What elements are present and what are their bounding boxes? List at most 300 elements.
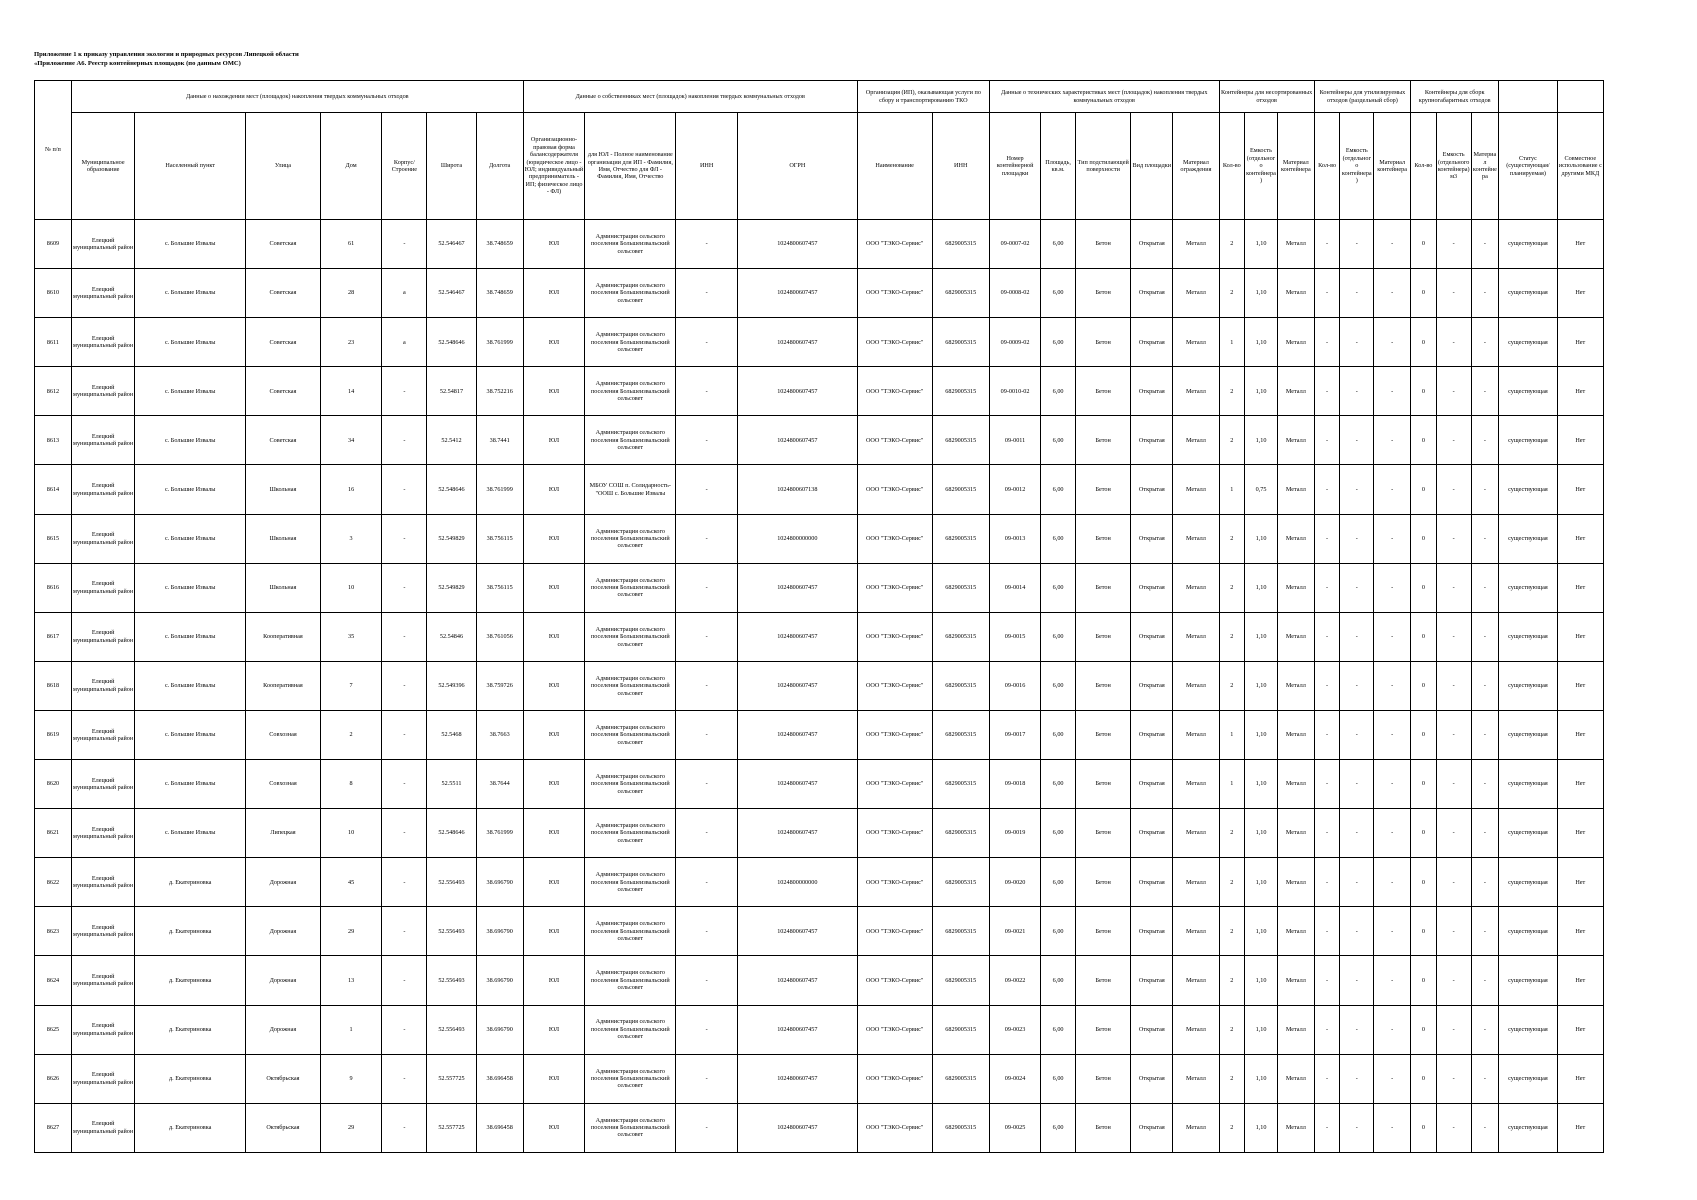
cell-korp: - [382, 220, 427, 269]
cell-site: 09-0007-02 [989, 220, 1040, 269]
cell-rc: - [1314, 1054, 1340, 1103]
cell-rv: - [1340, 220, 1374, 269]
cell-n: 8613 [35, 416, 72, 465]
cell-house: 61 [320, 220, 381, 269]
cell-op: ООО "ТЭКО-Сервис" [857, 269, 932, 318]
cell-n: 8624 [35, 956, 72, 1005]
cell-status: существующая [1499, 1054, 1557, 1103]
cell-area: 6,00 [1041, 465, 1076, 514]
cell-rv: - [1340, 956, 1374, 1005]
cell-bm: - [1471, 269, 1499, 318]
table-row [35, 465, 1604, 514]
cell-np: д. Екатериновка [135, 956, 246, 1005]
cell-fence: Металл [1173, 416, 1219, 465]
cell-op: ООО "ТЭКО-Сервис" [857, 661, 932, 710]
cell-mun: Елецкий муниципальный район [71, 514, 135, 563]
cell-street: Советская [246, 318, 321, 367]
cell-korp: - [382, 760, 427, 809]
cell-owner: Администрация сельского поселения Большеизвальский сельсовет [585, 220, 676, 269]
cell-type: Открытая [1131, 956, 1173, 1005]
cell-bc: 0 [1411, 907, 1437, 956]
cell-op: ООО "ТЭКО-Сервис" [857, 318, 932, 367]
cell-form: ЮЛ [523, 661, 584, 710]
cell-bc: 0 [1411, 563, 1437, 612]
cell-shared: Нет [1557, 367, 1603, 416]
cell-inn: - [676, 661, 737, 710]
cell-owner: Администрация сельского поселения Большеизвальский сельсовет [585, 612, 676, 661]
cell-op: ООО "ТЭКО-Сервис" [857, 760, 932, 809]
cell-site: 09-0011 [989, 416, 1040, 465]
cell-bv: - [1436, 416, 1471, 465]
cell-status: существующая [1499, 1005, 1557, 1054]
group-bulky-containers: Контейнеры для сборк крупногабаритных отходов [1411, 81, 1499, 113]
table-row [35, 1005, 1604, 1054]
cell-fence: Металл [1173, 661, 1219, 710]
header-fence-material: Материал ограждения [1173, 113, 1219, 220]
cell-site: 09-0021 [989, 907, 1040, 956]
cell-opinn: 6829005315 [932, 956, 989, 1005]
cell-bv: - [1436, 514, 1471, 563]
cell-mun: Елецкий муниципальный район [71, 612, 135, 661]
cell-rc: - [1314, 760, 1340, 809]
cell-lat: 52.548646 [427, 318, 476, 367]
cell-rm: - [1374, 1005, 1411, 1054]
cell-house: 8 [320, 760, 381, 809]
cell-rv: - [1340, 907, 1374, 956]
cell-bv: - [1436, 858, 1471, 907]
cell-opinn: 6829005315 [932, 1103, 989, 1152]
cell-bv: - [1436, 269, 1471, 318]
cell-area: 6,00 [1041, 318, 1076, 367]
cell-bc: 0 [1411, 858, 1437, 907]
cell-mun: Елецкий муниципальный район [71, 710, 135, 759]
cell-type: Открытая [1131, 465, 1173, 514]
cell-street: Советская [246, 220, 321, 269]
cell-sm: Металл [1277, 1005, 1314, 1054]
cell-fence: Металл [1173, 220, 1219, 269]
cell-sv: 0,75 [1245, 465, 1278, 514]
cell-form: ЮЛ [523, 710, 584, 759]
cell-korp: - [382, 416, 427, 465]
table-row [35, 514, 1604, 563]
cell-np: с. Большие Извалы [135, 318, 246, 367]
cell-rm: - [1374, 612, 1411, 661]
cell-korp: - [382, 1103, 427, 1152]
cell-sm: Металл [1277, 809, 1314, 858]
header-recycle-count: Кол-во [1314, 113, 1340, 220]
cell-type: Открытая [1131, 809, 1173, 858]
table-row [35, 710, 1604, 759]
cell-ogrn: 1024800607457 [737, 367, 857, 416]
cell-owner: Администрация сельского поселения Большеизвальский сельсовет [585, 907, 676, 956]
cell-bc: 0 [1411, 465, 1437, 514]
cell-rc: - [1314, 612, 1340, 661]
cell-type: Открытая [1131, 858, 1173, 907]
cell-bm: - [1471, 367, 1499, 416]
cell-area: 6,00 [1041, 760, 1076, 809]
cell-bc: 0 [1411, 1005, 1437, 1054]
cell-site: 09-0022 [989, 956, 1040, 1005]
cell-house: 10 [320, 563, 381, 612]
cell-type: Открытая [1131, 318, 1173, 367]
cell-fence: Металл [1173, 563, 1219, 612]
cell-form: ЮЛ [523, 1103, 584, 1152]
cell-rv: - [1340, 514, 1374, 563]
cell-rm: - [1374, 710, 1411, 759]
table-row [35, 661, 1604, 710]
cell-type: Открытая [1131, 1005, 1173, 1054]
cell-surf: Бетон [1076, 710, 1131, 759]
cell-site: 09-0016 [989, 661, 1040, 710]
cell-rv: - [1340, 710, 1374, 759]
container-sites-register-table [34, 80, 1604, 1153]
cell-site: 09-0020 [989, 858, 1040, 907]
cell-rc: - [1314, 858, 1340, 907]
cell-site: 09-0025 [989, 1103, 1040, 1152]
cell-korp: - [382, 514, 427, 563]
cell-owner: Администрация сельского поселения Большеизвальский сельсовет [585, 514, 676, 563]
cell-rm: - [1374, 956, 1411, 1005]
cell-street: Октябрьская [246, 1103, 321, 1152]
cell-shared: Нет [1557, 1103, 1603, 1152]
cell-status: существующая [1499, 367, 1557, 416]
cell-form: ЮЛ [523, 220, 584, 269]
cell-surf: Бетон [1076, 1005, 1131, 1054]
cell-street: Советская [246, 416, 321, 465]
header-unsorted-count: Кол-во [1219, 113, 1245, 220]
cell-form: ЮЛ [523, 612, 584, 661]
cell-surf: Бетон [1076, 760, 1131, 809]
cell-ogrn: 1024800607457 [737, 1005, 857, 1054]
cell-surf: Бетон [1076, 465, 1131, 514]
cell-np: с. Большие Извалы [135, 612, 246, 661]
cell-np: д. Екатериновка [135, 1005, 246, 1054]
cell-house: 28 [320, 269, 381, 318]
cell-ogrn: 1024800607457 [737, 760, 857, 809]
cell-form: ЮЛ [523, 367, 584, 416]
cell-rm: - [1374, 416, 1411, 465]
cell-inn: - [676, 514, 737, 563]
cell-op: ООО "ТЭКО-Сервис" [857, 1103, 932, 1152]
header-site-type: Вид площадки [1131, 113, 1173, 220]
cell-house: 16 [320, 465, 381, 514]
cell-inn: - [676, 269, 737, 318]
cell-n: 8615 [35, 514, 72, 563]
cell-area: 6,00 [1041, 367, 1076, 416]
cell-owner: Администрация сельского поселения Большеизвальский сельсовет [585, 809, 676, 858]
cell-type: Открытая [1131, 220, 1173, 269]
cell-op: ООО "ТЭКО-Сервис" [857, 220, 932, 269]
cell-bc: 0 [1411, 1054, 1437, 1103]
cell-op: ООО "ТЭКО-Сервис" [857, 809, 932, 858]
cell-sc: 1 [1219, 710, 1245, 759]
cell-bm: - [1471, 710, 1499, 759]
cell-form: ЮЛ [523, 907, 584, 956]
document-heading [34, 50, 299, 68]
cell-lat: 52.556493 [427, 956, 476, 1005]
cell-sc: 2 [1219, 612, 1245, 661]
cell-op: ООО "ТЭКО-Сервис" [857, 416, 932, 465]
cell-sc: 1 [1219, 760, 1245, 809]
cell-status: существующая [1499, 465, 1557, 514]
cell-ogrn: 1024800607457 [737, 956, 857, 1005]
cell-inn: - [676, 1103, 737, 1152]
cell-form: ЮЛ [523, 416, 584, 465]
cell-sm: Металл [1277, 661, 1314, 710]
cell-sm: Металл [1277, 612, 1314, 661]
cell-korp: - [382, 809, 427, 858]
cell-opinn: 6829005315 [932, 809, 989, 858]
cell-mun: Елецкий муниципальный район [71, 269, 135, 318]
cell-sm: Металл [1277, 1054, 1314, 1103]
cell-rc: - [1314, 220, 1340, 269]
cell-bv: - [1436, 465, 1471, 514]
group-location: Данные о нахождении мест (площадок) накопления твердых коммунальных отходов [71, 81, 523, 113]
cell-n: 8616 [35, 563, 72, 612]
cell-mun: Елецкий муниципальный район [71, 809, 135, 858]
cell-np: с. Большие Извалы [135, 809, 246, 858]
table-row [35, 416, 1604, 465]
cell-korp: - [382, 858, 427, 907]
cell-shared: Нет [1557, 269, 1603, 318]
cell-sc: 2 [1219, 220, 1245, 269]
cell-owner: Администрация сельского поселения Большеизвальский сельсовет [585, 1103, 676, 1152]
cell-owner: Администрация сельского поселения Большеизвальский сельсовет [585, 416, 676, 465]
cell-n: 8610 [35, 269, 72, 318]
cell-surf: Бетон [1076, 220, 1131, 269]
cell-area: 6,00 [1041, 661, 1076, 710]
cell-form: ЮЛ [523, 514, 584, 563]
cell-lon: 38.761999 [476, 318, 523, 367]
group-technical: Данные о технических характеристиках мест (площадок) накопления твердых коммунальных отходов [989, 81, 1219, 113]
cell-form: ЮЛ [523, 1005, 584, 1054]
cell-rc: - [1314, 956, 1340, 1005]
cell-street: Школьная [246, 465, 321, 514]
cell-lon: 38.761999 [476, 809, 523, 858]
cell-owner: Администрация сельского поселения Большеизвальский сельсовет [585, 1054, 676, 1103]
cell-rv: - [1340, 465, 1374, 514]
cell-np: д. Екатериновка [135, 1054, 246, 1103]
cell-house: 14 [320, 367, 381, 416]
cell-lat: 52.549829 [427, 514, 476, 563]
cell-shared: Нет [1557, 760, 1603, 809]
cell-sc: 1 [1219, 465, 1245, 514]
cell-bm: - [1471, 220, 1499, 269]
table-row [35, 809, 1604, 858]
heading-line-1: Приложение 1 к приказу управления экологии и природных ресурсов Липецкой области [34, 51, 299, 58]
cell-street: Кооперативная [246, 661, 321, 710]
cell-fence: Металл [1173, 907, 1219, 956]
cell-house: 2 [320, 710, 381, 759]
cell-n: 8619 [35, 710, 72, 759]
cell-type: Открытая [1131, 367, 1173, 416]
cell-sv: 1,10 [1245, 269, 1278, 318]
cell-type: Открытая [1131, 563, 1173, 612]
cell-type: Открытая [1131, 269, 1173, 318]
cell-status: существующая [1499, 514, 1557, 563]
cell-inn: - [676, 858, 737, 907]
cell-opinn: 6829005315 [932, 220, 989, 269]
cell-sc: 2 [1219, 1103, 1245, 1152]
cell-ogrn: 1024800607457 [737, 612, 857, 661]
cell-sc: 2 [1219, 563, 1245, 612]
cell-house: 3 [320, 514, 381, 563]
cell-lon: 38.7441 [476, 416, 523, 465]
header-street: Улица [246, 113, 321, 220]
cell-site: 09-0017 [989, 710, 1040, 759]
cell-lat: 52.549829 [427, 563, 476, 612]
cell-fence: Металл [1173, 809, 1219, 858]
header-status: Статус (существующая/ планируемая) [1499, 113, 1557, 220]
cell-rm: - [1374, 465, 1411, 514]
cell-ogrn: 1024800607457 [737, 1054, 857, 1103]
cell-owner: Администрация сельского поселения Большеизвальский сельсовет [585, 858, 676, 907]
cell-street: Советская [246, 269, 321, 318]
cell-bc: 0 [1411, 269, 1437, 318]
cell-op: ООО "ТЭКО-Сервис" [857, 907, 932, 956]
cell-bv: - [1436, 956, 1471, 1005]
table-row [35, 956, 1604, 1005]
cell-status: существующая [1499, 269, 1557, 318]
cell-bm: - [1471, 1054, 1499, 1103]
cell-form: ЮЛ [523, 465, 584, 514]
cell-op: ООО "ТЭКО-Сервис" [857, 563, 932, 612]
cell-rc: - [1314, 563, 1340, 612]
cell-rm: - [1374, 563, 1411, 612]
cell-house: 23 [320, 318, 381, 367]
cell-sv: 1,10 [1245, 612, 1278, 661]
cell-owner: Администрация сельского поселения Большеизвальский сельсовет [585, 710, 676, 759]
cell-surf: Бетон [1076, 1054, 1131, 1103]
cell-opinn: 6829005315 [932, 563, 989, 612]
cell-ogrn: 1024800607457 [737, 907, 857, 956]
cell-bv: - [1436, 318, 1471, 367]
cell-street: Дорожная [246, 956, 321, 1005]
header-bulky-material: Материал контейнера [1471, 113, 1499, 220]
cell-type: Открытая [1131, 907, 1173, 956]
cell-sc: 2 [1219, 1005, 1245, 1054]
cell-lat: 52.5412 [427, 416, 476, 465]
cell-house: 29 [320, 907, 381, 956]
cell-area: 6,00 [1041, 416, 1076, 465]
cell-lon: 38.696790 [476, 907, 523, 956]
cell-sv: 1,10 [1245, 1054, 1278, 1103]
cell-rv: - [1340, 1054, 1374, 1103]
cell-owner: МБОУ СОШ п. Солидарность- "ООШ с. Большие Извалы [585, 465, 676, 514]
cell-bm: - [1471, 1005, 1499, 1054]
cell-status: существующая [1499, 318, 1557, 367]
cell-bc: 0 [1411, 220, 1437, 269]
cell-sc: 2 [1219, 661, 1245, 710]
cell-site: 09-0009-02 [989, 318, 1040, 367]
cell-lon: 38.761999 [476, 465, 523, 514]
cell-sv: 1,10 [1245, 710, 1278, 759]
cell-sm: Металл [1277, 465, 1314, 514]
cell-n: 8622 [35, 858, 72, 907]
cell-mun: Елецкий муниципальный район [71, 563, 135, 612]
cell-opinn: 6829005315 [932, 907, 989, 956]
cell-sm: Металл [1277, 514, 1314, 563]
cell-sc: 2 [1219, 809, 1245, 858]
cell-house: 35 [320, 612, 381, 661]
cell-rc: - [1314, 710, 1340, 759]
cell-surf: Бетон [1076, 367, 1131, 416]
cell-lon: 38.696790 [476, 956, 523, 1005]
header-longitude: Долгота [476, 113, 523, 220]
cell-lat: 52.548646 [427, 809, 476, 858]
cell-area: 6,00 [1041, 1054, 1076, 1103]
cell-bm: - [1471, 612, 1499, 661]
cell-opinn: 6829005315 [932, 1005, 989, 1054]
cell-lon: 38.696458 [476, 1054, 523, 1103]
cell-ogrn: 1024800607457 [737, 416, 857, 465]
header-area: Площадь, кв.м. [1041, 113, 1076, 220]
table-row [35, 563, 1604, 612]
cell-bv: - [1436, 367, 1471, 416]
cell-sm: Металл [1277, 416, 1314, 465]
cell-shared: Нет [1557, 956, 1603, 1005]
cell-ogrn: 1024800000000 [737, 514, 857, 563]
cell-surf: Бетон [1076, 563, 1131, 612]
cell-shared: Нет [1557, 907, 1603, 956]
cell-np: с. Большие Извалы [135, 563, 246, 612]
cell-rm: - [1374, 760, 1411, 809]
cell-site: 09-0008-02 [989, 269, 1040, 318]
cell-korp: - [382, 1005, 427, 1054]
cell-fence: Металл [1173, 956, 1219, 1005]
header-site-number: Номер контейнерной площадки [989, 113, 1040, 220]
cell-op: ООО "ТЭКО-Сервис" [857, 514, 932, 563]
cell-sv: 1,10 [1245, 956, 1278, 1005]
cell-street: Липецкая [246, 809, 321, 858]
cell-owner: Администрация сельского поселения Большеизвальский сельсовет [585, 956, 676, 1005]
cell-ogrn: 1024800607457 [737, 269, 857, 318]
cell-sv: 1,10 [1245, 858, 1278, 907]
header-operator-name: Наименование [857, 113, 932, 220]
cell-sc: 2 [1219, 1054, 1245, 1103]
cell-sm: Металл [1277, 1103, 1314, 1152]
header-unsorted-material: Материал контейнера [1277, 113, 1314, 220]
cell-mun: Елецкий муниципальный район [71, 220, 135, 269]
cell-korp: - [382, 907, 427, 956]
cell-owner: Администрация сельского поселения Большеизвальский сельсовет [585, 1005, 676, 1054]
table-row [35, 367, 1604, 416]
cell-sc: 2 [1219, 416, 1245, 465]
cell-form: ЮЛ [523, 809, 584, 858]
cell-op: ООО "ТЭКО-Сервис" [857, 367, 932, 416]
cell-rc: - [1314, 661, 1340, 710]
cell-ogrn: 1024800000000 [737, 858, 857, 907]
cell-lat: 52.548646 [427, 465, 476, 514]
cell-type: Открытая [1131, 710, 1173, 759]
cell-sv: 1,10 [1245, 760, 1278, 809]
cell-street: Школьная [246, 563, 321, 612]
cell-area: 6,00 [1041, 220, 1076, 269]
cell-type: Открытая [1131, 1054, 1173, 1103]
cell-rm: - [1374, 907, 1411, 956]
cell-ogrn: 1024800607457 [737, 563, 857, 612]
cell-bc: 0 [1411, 612, 1437, 661]
cell-korp: - [382, 710, 427, 759]
cell-rv: - [1340, 563, 1374, 612]
cell-opinn: 6829005315 [932, 514, 989, 563]
cell-np: с. Большие Извалы [135, 416, 246, 465]
cell-opinn: 6829005315 [932, 367, 989, 416]
cell-house: 1 [320, 1005, 381, 1054]
cell-status: существующая [1499, 220, 1557, 269]
cell-status: существующая [1499, 956, 1557, 1005]
table-row [35, 612, 1604, 661]
